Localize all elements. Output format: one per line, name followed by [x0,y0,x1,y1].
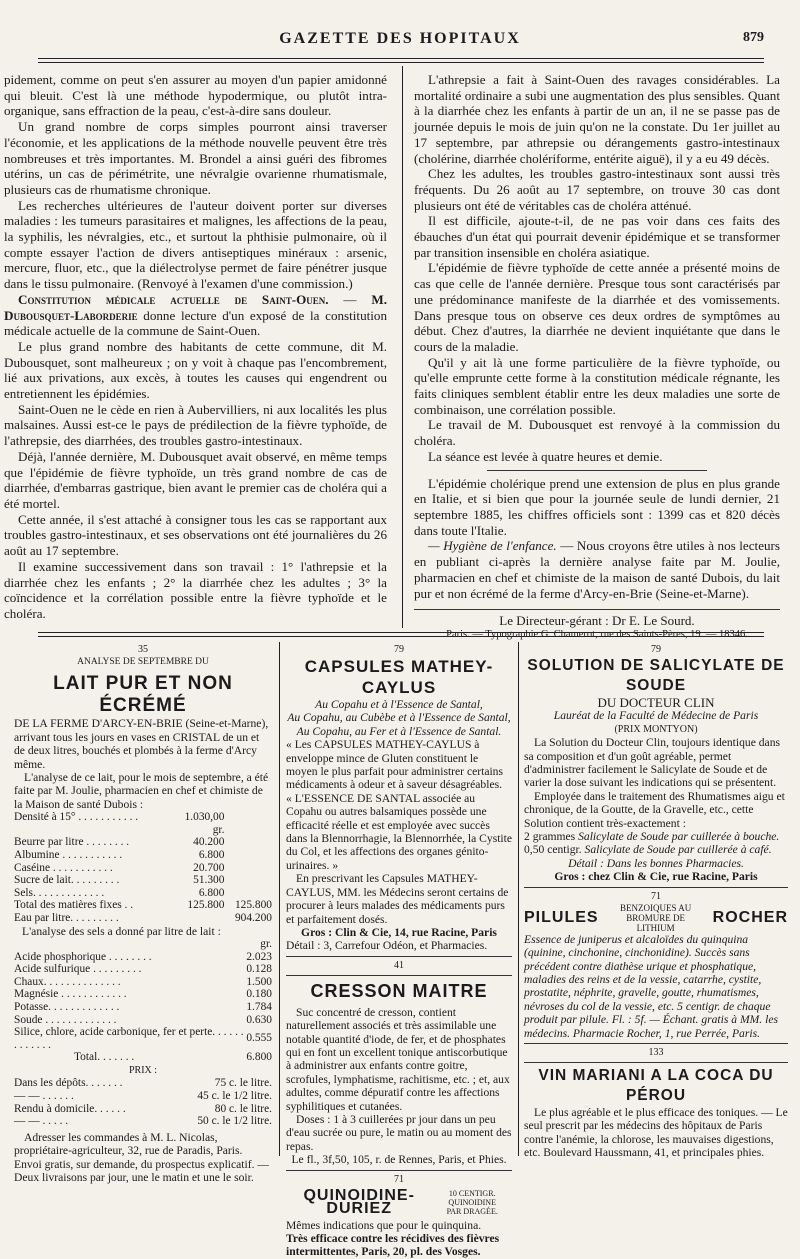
row-value: 51.300 [193,874,225,887]
ad-number: 71 [651,890,661,902]
row-label: Acide phosphorique . . . . . . . . [14,950,152,963]
table-row [14,1090,272,1103]
signature: Le Directeur-gérant : Dr E. Le Sourd. [499,613,695,629]
rubric-heading: — Hygiène de l'enfance. [428,538,557,554]
table-row [14,1014,272,1027]
row-label: — — . . . . . [14,1115,69,1128]
ad-gros: Gros : chez Clin & Cie, rue Racine, Paris [554,870,758,884]
ad-title: ROCHER [712,908,788,926]
row-value: 1.784 [246,1000,272,1013]
table-row [14,862,272,875]
row-label: Dans les dépôts. . . . . . . [14,1077,123,1090]
ad-price: Le fl., 3f,50, 105, r. de Rennes, Paris, et Phies. [291,1153,507,1167]
ad-title: PILULES [524,908,599,926]
ad-column-right [524,644,788,1160]
header-rule-2 [38,62,764,63]
ad-laureat: Lauréat de la Faculté de Médecine de Paris [553,709,759,723]
ad-body: Suc concentré de cresson, contient naturellement associés et très assimilable une notable quantité d'iode, de fer, et de phosphates qui en font un excellent tonique antiscorbutique à administrer aux enfants contre goitre, scrofules, lymphatisme, rachitisme, etc. ; et, aux adultes, comme dépuratif contre les affections syphilitiques et cutanées. [286,1005,510,1113]
row-value: 0.630 [246,1013,272,1026]
left-column [4,72,387,622]
row-value: 75 c. le litre. [214,1077,272,1090]
ad-dose-line: 10 CENTIGR. QUINOIDINE [448,1188,496,1207]
ad-number: 133 [648,1046,664,1058]
dose-text: Salicylate de Soude par cuillerée à café. [584,843,772,857]
ad-sub: Au Copahu, au Cubèbe et à l'Essence de Santal, [287,711,511,725]
prix-table [14,1077,272,1127]
row-value: 45 c. le 1/2 litre. [197,1089,272,1102]
table-row [14,887,272,900]
row-label: Sels. . . . . . . . . . . . . [14,886,105,899]
ad-body: Essence de juniperus et alcaloïdes du quinquina (quinine, cinchonine, cinchonidine). Succès sans précédent contre diathèse urique et phosphatique, maladies des reins et de la vessie, catarrhe, cystite, prostatite, néphrite, gravelle, goutte, rhumatismes, névroses du col de la vessie, etc. 5 centigr. de chaque produit par pilule. Fl. : 5f. — Échant. gratis à MM. les médecins. Pharmacie Rocher, 1, rue Perrée, Paris. [524,932,778,1040]
dose-amount: 2 grammes [524,830,576,844]
row-value: 1.500 [246,975,272,988]
ad-title: SOLUTION DE SALICYLATE DE SOUDE [527,657,785,694]
paragraph: Il examine successivement dans son travail : 1° l'athrepsie et la diarrhée chez les enfants ; 2° la diarrhée chez les adultes ; 3° la coïncidence et la corrélation possible entre la fièvre typhoïde et le choléra. [4,558,387,621]
paragraph: Qu'il y ait là une forme particulière de la fièvre typhoïde, ou qu'elle emprunte cette forme à la constitution médicale régnante, les faits cliniques semblent établir entre les deux maladies une sorte de combinaison, une corrélation possible. [414,354,780,417]
ad-sub: Au Copahu, au Fer et à l'Essence de Santal. [296,724,502,738]
column-divider [402,66,403,628]
ad-rule [524,1062,788,1063]
table-row [14,874,272,887]
ad-detail: Détail : 3, Carrefour Odéon, et Pharmacies. [286,939,488,953]
unit-label: gr. [212,823,225,836]
paragraph: La séance est levée à quatre heures et demie. [428,448,663,464]
ad-title-mid: BENZOIQUES AU BROMURE DE LITHIUM [619,902,692,933]
paragraph: Il est difficile, ajoute-t-il, de ne pas voir dans ces faits des ébauches d'un état qui pourrait devenir épidémique et se transformer par transition insensible en choléra asiatique. [414,213,780,260]
paragraph [414,538,780,601]
row-label: Magnésie . . . . . . . . . . . . [14,988,127,1001]
row-label: Sucre de lait. . . . . . . . . [14,874,120,887]
ad-number: 71 [394,1173,404,1185]
paragraph: Déjà, l'année dernière, M. Dubousquet avait observé, en même temps que l'épidémie de fièvre typhoïde, un très grand nombre de cas de diarrhée, d'embarras gastrique, bien avant le premier cas de choléra qui a été mortel. [4,448,387,511]
paragraph: Constitution médicale actuelle de Saint-Ouen. — M. Dubousquet-Laborderie donne lecture d'un exposé de la constitution médicale actuelle de la commune de Saint-Ouen. [4,291,387,339]
ad-number: 79 [394,644,404,655]
ad-footer: Adresser les commandes à M. L. Nicolas, propriétaire-agriculteur, 32, rue de Paradis, Paris. Envoi gratis, sur demande, du prospectus explicatif. — Deux livraisons par jour, une le matin et une le soir. [14,1130,270,1184]
ad-title-row [524,903,788,933]
row-label: Silice, chlore, acide carbonique, fer et perte. . . . . . . . . . . . . [14,1026,244,1051]
paragraph-text: — Nous croyons être utiles à nos lecteurs en publiant ci-après la dernière analyse faite par M. Joulie, pharmacien en chef et chimiste de la maison de santé Dubois, du lait pur et non écrémé de la ferme d'Arcy-en-Brie (Seine-et-Marne). [414,538,781,601]
paragraph: L'épidémie de fièvre typhoïde de cette année a présenté moins de cas que celle de l'année dernière. Presque tous sont caractérisés par une prédominance manifeste de la diarrhée et des vomissements. Dans presque tous on observe ces deux ordres de symptômes au début. Chez d'autres, la diarrhée ne devient inquiétante que dans le cours de la maladie. [414,260,780,354]
table-row [14,836,272,849]
eau-label: Eau par litre. . . . . . . . . [14,912,119,924]
table-row [14,849,272,862]
table-row [14,1115,272,1128]
table-row [14,1077,272,1090]
ad-divider-2 [518,642,519,1156]
ad-dose-note [432,1189,512,1216]
table-row [14,976,272,989]
row-value: 20.700 [193,861,225,874]
ad-title: CAPSULES MATHEY-CAYLUS [304,657,494,697]
ad-intro: DE LA FERME D'ARCY-EN-BRIE (Seine-et-Marne), arrivant tous les jours en vases en CRISTAL de un et de deux litres, bouchés et plombés à la ferme d'Arcy même. [14,717,269,771]
analysis-table [14,811,272,924]
total-value: 125.800 [187,899,225,912]
ad-title: VIN MARIANI A LA COCA DU PÉROU [538,1066,774,1104]
row-value: 0.180 [246,988,272,1001]
row-value: 0.555 [246,1032,272,1045]
row-label: Acide sulfurique . . . . . . . . . [14,963,142,976]
row-label: Caséine . . . . . . . . . . . [14,861,113,874]
ad-body: Mêmes indications que pour le quinquina. [286,1218,482,1232]
ad-rule [286,975,512,976]
ad-title-row [286,1186,512,1218]
paragraph: Le travail de M. Dubousquet est renvoyé à la commission du choléra. [414,417,780,449]
paragraph: pidement, comme on peut s'en assurer au moyen d'un papier amidonné qui bleuit. C'est là une méthode hypodermique, ou plutôt intra-organique, sans effraction de la peau, c'est-à-dire sans douleur. [4,72,387,119]
table-row [14,951,272,964]
prix-label: PRIX : [128,1064,158,1076]
separator [487,470,707,471]
paragraph: Chez les adultes, les troubles gastro-intestinaux sont aussi très fréquents. Du 26 août au 17 septembre, on trouve 30 cas dont plusieurs ont été de véritables cas de choléra atténué. [414,166,780,213]
right-column [414,72,780,641]
ad-rule [286,1170,512,1171]
row-label: Beurre par litre . . . . . . . . [14,836,130,849]
ad-title: CRESSON MAITRE [310,980,488,1001]
ad-gros: Gros : Clin & Cie, 14, rue Racine, Paris [301,925,497,939]
table-row [14,1103,272,1116]
salts-intro: L'analyse des sels a donné par litre de lait : [22,924,221,938]
density-value: 1.030,00 [184,811,225,824]
ad-doctor: DU DOCTEUR CLIN [597,695,715,710]
ad-divider-1 [279,642,280,1156]
signature-rule [414,609,780,610]
row-label: Chaux. . . . . . . . . . . . . . [14,975,121,988]
author-name: M. Dubousquet-Laborderie [4,291,387,323]
row-label: Albumine . . . . . . . . . . . [14,849,123,862]
row-value: 40.200 [193,836,225,849]
ad-body: « L'ESSENCE DE SANTAL associée au Copahu ou autres balsamiques possède une efficacité réelle et est employée avec succès dans la Blennorrhagie, la Blennorrhée, la Cystite du Col, et les affections des organes génito-urinaires. » [286,791,513,872]
row-value: 6.800 [198,849,225,862]
ad-prix: (PRIX MONTYON) [614,723,698,735]
ad-body: La Solution du Docteur Clin, toujours identique dans sa composition et d'un goût agréable, permet d'administrer facilement le Salicylate de Soude et de varier la dose suivant les indications qui se présentent. [524,736,781,790]
eau-value: 904.200 [234,912,272,924]
paragraph: Cette année, il s'est attaché à consigner tous les cas se rapportant aux troubles gastro-intestinaux, et ses observations ont été journalières du 26 août au 17 septembre. [4,511,387,559]
paragraph: L'athrepsie a fait à Saint-Ouen des ravages considérables. La mortalité ordinaire a subi une augmentation des plus sensibles. Quant à la diarrhée chez les enfants à partir de un an, il ne se passe pas de journée depuis le mois de juin qu'on ne la constate. Du 1er juillet au 17 septembre, par athrepsie ou dérangements gastro-intestinaux (cholérine, diarrhée cholériforme, entérite aiguë), il y a eu 49 décès. [414,72,780,166]
ad-number: 35 [138,644,148,655]
paragraph: Le plus grand nombre des habitants de cette commune, dit M. Dubousquet, sont malheureux ; on y voit à chaque pas l'encombrement, lié aux privations, aux excès, à toutes les causes qui engendrent ou entretiennent les épidémies. [4,338,387,402]
ad-number: 41 [394,959,404,971]
ad-body: En prescrivant les Capsules MATHEY-CAYLUS, MM. les Médecins seront certains de procurer à leurs malades des médicaments purs et parfaitement dosés. [286,872,509,926]
unit-label: gr. [260,938,272,950]
table-row [14,1001,272,1014]
ad-rule [524,887,788,888]
row-label: Potasse. . . . . . . . . . . . . [14,1000,120,1013]
ad-dose-line: PAR DRAGÉE. [446,1206,498,1216]
row-value: 50 c. le 1/2 litre. [197,1115,272,1128]
table-row [14,988,272,1001]
table-row [14,1026,272,1051]
row-label: Rendu à domicile. . . . . . [14,1102,126,1115]
row-label: Soude . . . . . . . . . . . . . [14,1013,117,1026]
paragraph: L'épidémie cholérique prend une extension de plus en plus grande en Italie, et si bien que pour la journée seule de lundi dernier, 21 septembre 1885, les chiffres officiels sont : 1399 cas et 820 décès dans toute l'Italie. [414,475,780,538]
row-value: 6.800 [198,886,225,899]
density-label: Densité à 15° . . . . . . . . . . . [14,811,139,824]
ad-body: Le plus agréable et le plus efficace des toniques. — Le seul prescrit par les médecins des hôpitaux de Paris contre l'anémie, la chlorose, les mauvaises digestions, etc. Boulevard Haussmann, 41, et principales phies. [524,1105,788,1160]
row-value: 2.023 [246,950,272,963]
dose-line [524,843,788,856]
journal-title: GAZETTE DES HOPITAUX [279,30,521,47]
ad-number: 79 [651,644,661,655]
ad-sub: Au Copahu et à l'Essence de Santal, [315,698,483,711]
paragraph-text: donne lecture d'un exposé de la constitution médicale actuelle de la commune de Saint-Ouen. [4,307,387,339]
dose-text: Salicylate de Soude par cuillerée à bouche. [578,830,780,844]
ad-kicker: ANALYSE DE SEPTEMBRE DU [77,657,209,667]
paragraph: Un grand nombre de corps simples pourront ainsi traverser l'économie, et les applications de la méthode nouvelle peuvent être très nombreuses et très importantes. M. Brondel a ainsi guéri des fibromes utérins, un cas de périmétrite, une névralgie ovarienne rhumatismale, plusieurs cas de rhumatisme chronique. [4,119,387,197]
ads-rule-2 [38,636,764,637]
imprint: Paris. — Typographie G. Chamerot, rue des Saints-Pères, 19. — 18346. [446,628,748,640]
ad-intro-2: L'analyse de ce lait, pour le mois de septembre, a été faite par M. Joulie, pharmacien en chef et chimiste de la Maison de santé Dubois : [14,771,269,811]
ad-rule [524,1043,788,1044]
total2-label: Total. . . . . . . [74,1051,135,1064]
paragraph: Les recherches ultérieures de l'auteur doivent porter sur diverses maladies : les tumeurs parasitaires et malignes, les affections de la peau, la syphilis, les névralgies, etc., et surtout la phthisie pulmonaire, où il compte essayer l'action de divers antiseptiques minéraux : arsenic, mercure, fluor, etc., que la diélectrolyse permet de faire pénétrer jusque dans le tissu pulmonaire. (Renvoyé à l'examen d'une commission.) [4,197,387,292]
paragraph: Saint-Ouen ne le cède en rien à Aubervilliers, ni aux localités les plus malsaines. Aussi est-ce le pays de prédilection de la fièvre typhoïde, de l'athrepsie, des diarrhées, des troubles gastro-intestinaux. [4,401,387,449]
total2-value: 6.800 [246,1051,272,1064]
ad-body: Employée dans le traitement des Rhumatismes aigu et chronique, de la Goutte, de la Gravelle, etc., cette Solution contient très-exactement : [524,789,785,830]
section-heading: Constitution médicale actuelle de Saint-Ouen. [18,291,329,307]
total-value-2: 125.800 [234,899,272,912]
ad-column-middle [286,644,512,1259]
ad-dose: Doses : 1 à 3 cuillerées pr jour dans un peu d'eau sucrée ou pure, le matin ou au moment des repas. [286,1112,512,1153]
dose-line [524,830,788,843]
header-rule [38,58,764,59]
ad-title: LAIT PUR ET NON ÉCRÉMÉ [53,673,233,717]
ad-lait [14,644,272,1184]
ads-rule [38,632,764,633]
table-row [14,963,272,976]
salts-table [14,938,272,1064]
ad-title: QUINOIDINE-DURIEZ [303,1186,415,1218]
ad-body: Très efficace contre les récidives des fièvres intermittentes, Paris, 20, pl. des Vosges. [286,1232,500,1259]
ad-rule [286,956,512,957]
row-value: 80 c. le litre. [214,1102,272,1115]
row-value: 0.128 [246,963,272,976]
page-number: 879 [743,30,764,45]
dose-amount: 0,50 centigr. [524,843,582,857]
ad-detail: Détail : Dans les bonnes Pharmacies. [568,856,744,870]
ad-body: « Les CAPSULES MATHEY-CAYLUS à enveloppe mince de Gluten constituent le moyen le plus parfait pour administrer certains médicaments à odeur et à saveur désagréables. [286,738,503,792]
row-label: — — . . . . . . [14,1089,74,1102]
total-label: Total des matières fixes . . [14,899,134,912]
